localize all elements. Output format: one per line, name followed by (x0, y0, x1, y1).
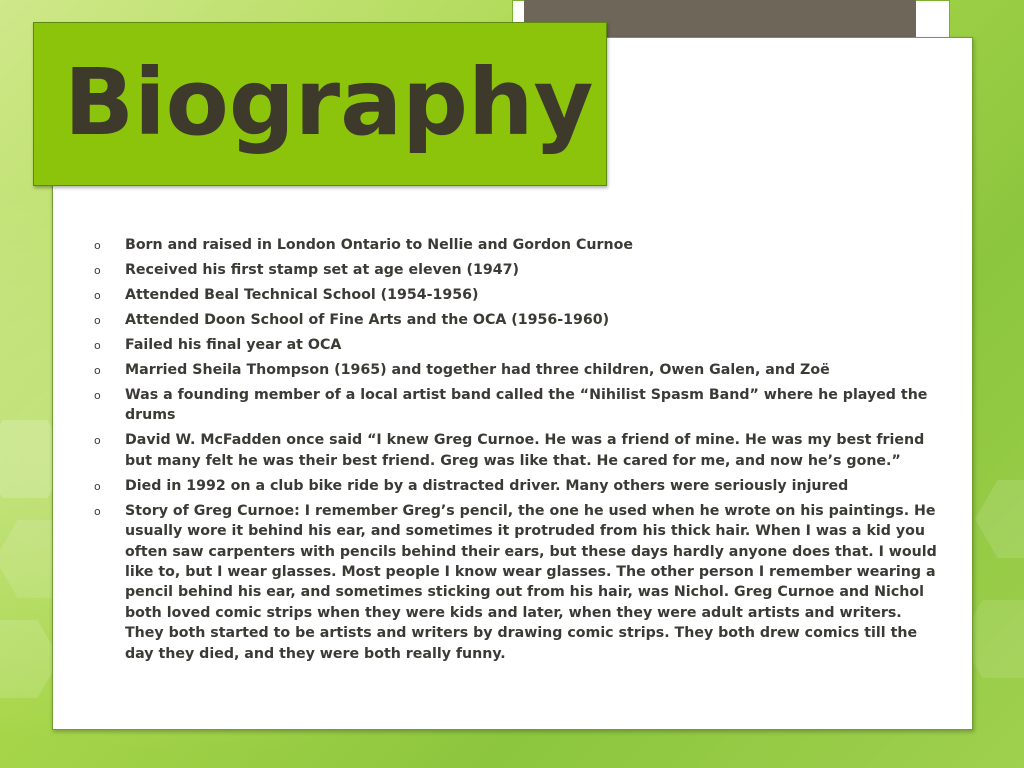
bullet-text: Died in 1992 on a club bike ride by a distracted driver. Many others were seriously injured (125, 477, 849, 494)
bullet-text: Was a founding member of a local artist band called the “Nihilist Spasm Band” where he played the drums (125, 387, 928, 424)
title-box (33, 22, 607, 186)
bullet-list (90, 235, 938, 669)
bullet-text: Received his first stamp set at age eleven (1947) (125, 262, 519, 278)
bullet-icon: o (94, 289, 101, 302)
bullet-icon: o (94, 364, 101, 377)
bullet-text: Born and raised in London Ontario to Nellie and Gordon Curnoe (125, 237, 633, 253)
bullet-text: David W. McFadden once said “I knew Greg Curnoe. He was a friend of mine. He was my best friend but many felt he was their best friend. Greg was like that. He cared for me, and now he’s gone.” (125, 432, 925, 469)
bullet-icon: o (94, 239, 101, 252)
bullet-icon: o (94, 264, 101, 277)
list-item (90, 285, 938, 305)
list-item (90, 360, 938, 380)
bullet-icon: o (94, 479, 101, 493)
bullet-text: Failed his final year at OCA (125, 337, 342, 353)
list-item (90, 235, 938, 255)
bullet-text: Attended Doon School of Fine Arts and the OCA (1956-1960) (125, 312, 610, 328)
list-item (90, 310, 938, 330)
list-item (90, 260, 938, 280)
list-item (90, 335, 938, 355)
bullet-icon: o (94, 434, 101, 448)
list-item (90, 501, 938, 664)
list-item (90, 385, 938, 426)
page-title: Biography (64, 49, 594, 156)
bullet-text: Story of Greg Curnoe: I remember Greg’s pencil, the one he used when he wrote on his paintings. He usually wore it behind his ear, and sometimes it protruded from his thick hair. When I was a kid you often saw carpenters with pencils behind their ears, but these days hardly anyone does that. I would like to, but I wear glasses. Most people I know wear glasses. The other person I remember wearing a pencil behind his ear, and sometimes sticking out from his hair, was Nichol. Greg Curnoe and Nichol both loved comic strips when they were kids and later, when they were adult artists and writers. They both started to be artists and writers by drawing comic strips. They both drew comics till the day they died, and they were both really funny. (125, 502, 937, 662)
list-item (90, 430, 938, 471)
bullet-icon: o (94, 314, 101, 327)
bullet-icon: o (94, 504, 101, 518)
bullet-text: Married Sheila Thompson (1965) and together had three children, Owen Galen, and Zoë (125, 362, 830, 378)
bullet-text: Attended Beal Technical School (1954-1956) (125, 287, 479, 303)
list-item (90, 476, 938, 496)
bullet-icon: o (94, 339, 101, 352)
bullet-icon: o (94, 389, 101, 402)
